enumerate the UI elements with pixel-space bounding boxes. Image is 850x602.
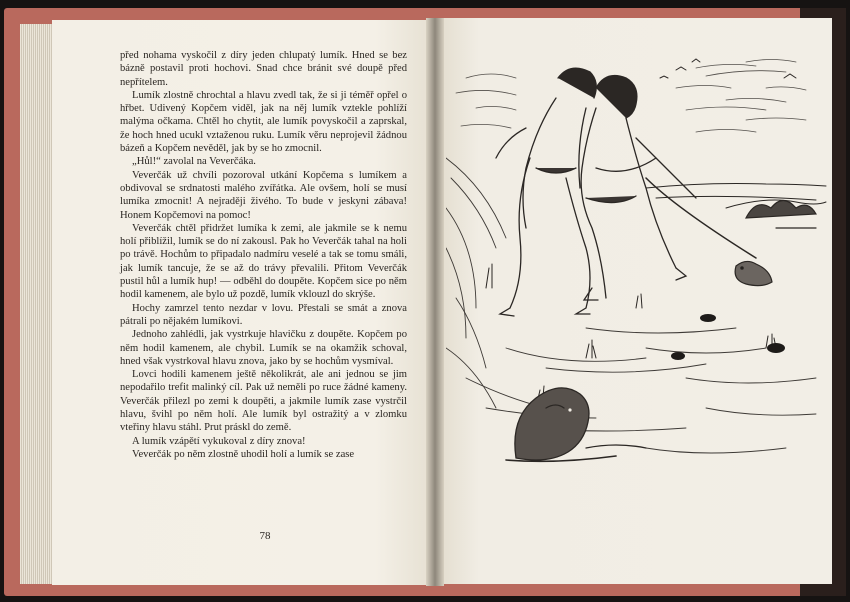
illustration-boys-hunting-lemming [446, 48, 830, 478]
paragraph: Veverčák chtěl přidržet lumíka k zemi, ale jakmile se k nemu holí přiblížil, lumík se do ní zakousl. Pak ho Veverčák tahal na holi po trávě. Hochům to připadalo nadmíru veselé a tak se tomu smáli, jak lumík tancuje, že se až do trávy převalili. Přitom Veverčák pustil hůl a lumík hup! — odběhl do doupěte. Kopčem sice po něm hodil kamenem, ale bylo už pozdě, lumík vklouzl do skrýše. [120, 222, 407, 301]
paragraph: před nohama vyskočil z díry jeden chlupatý lumík. Hned se bez bázně postavil proti hochovi. Snad chce bránit své doupě před nepřítelem. [120, 50, 407, 88]
boy-with-stick [581, 76, 756, 300]
terrain-hatching [446, 158, 816, 453]
paragraph: Veverčák po něm zlostně uhodil holí a lumík se zase [132, 448, 355, 460]
paragraph: Veverčák už chvíli pozoroval utkání Kopčema s lumíkem a obdivoval se srdnatosti malého zvířátka. Ale ovšem, holí se musí lumíka zmocnit! A nejraději živého. To bude v jeskyni zábava! Honem Kopčemovi na pomoc! [120, 169, 407, 221]
horizon [646, 184, 826, 209]
body-text [120, 49, 407, 461]
page-number: 78 [259, 530, 271, 542]
book-gutter [426, 18, 444, 586]
grass [486, 264, 776, 408]
paragraph: A lumík vzápětí vykukoval z díry znova! [132, 435, 306, 447]
paragraph: Lumík zlostně chrochtal a hlavu zvedl tak, že si ji téměř opřel o hřbet. Udivený Kopčem viděl, jak na něj lumík vztekle pohlíží malýma očkama. Chtěl ho chytit, ale lumík povyskočil a zaprskal, že hoch hned ucukl vztaženou ruku. Lumík věru neprojevil žádnou bázeň a Kopčem nevěděl, jak by se ho zmocnil. [120, 89, 407, 155]
paragraph: Jednoho zahlédli, jak vystrkuje hlavičku z doupěte. Kopčem po něm hodil kamenem, ale chybil. Lumík se na okamžik schoval, hned však vystrkoval hlavu znova, jako by se hochům vysmíval. [120, 329, 407, 367]
bushes [746, 201, 816, 229]
paragraph: „Hůl!“ zavolal na Veverčáka. [132, 156, 256, 168]
paragraph: Lovci hodili kamenem ještě několikrát, ale ani jednou se jim nepodařilo trefit malinký cíl. Pak už neměli po ruce žádné kameny. Veverčák přilezl po zemi k doupěti, a jakmile lumík zase vystrčil hlavu, švihl po něm holí. Ale lumík byl ostražitý a v zlomku vteřiny hlavu stáhl. Prut práskl do země. [120, 369, 407, 434]
birds [660, 59, 796, 78]
paragraph: Hochy zamrzel tento nezdar v lovu. Přestali se smát a znova pátrali po nějakém lumíkovi. [120, 302, 407, 327]
lemming-on-stick [735, 261, 772, 285]
lemming-foreground [506, 388, 646, 461]
page-edges [20, 24, 54, 584]
